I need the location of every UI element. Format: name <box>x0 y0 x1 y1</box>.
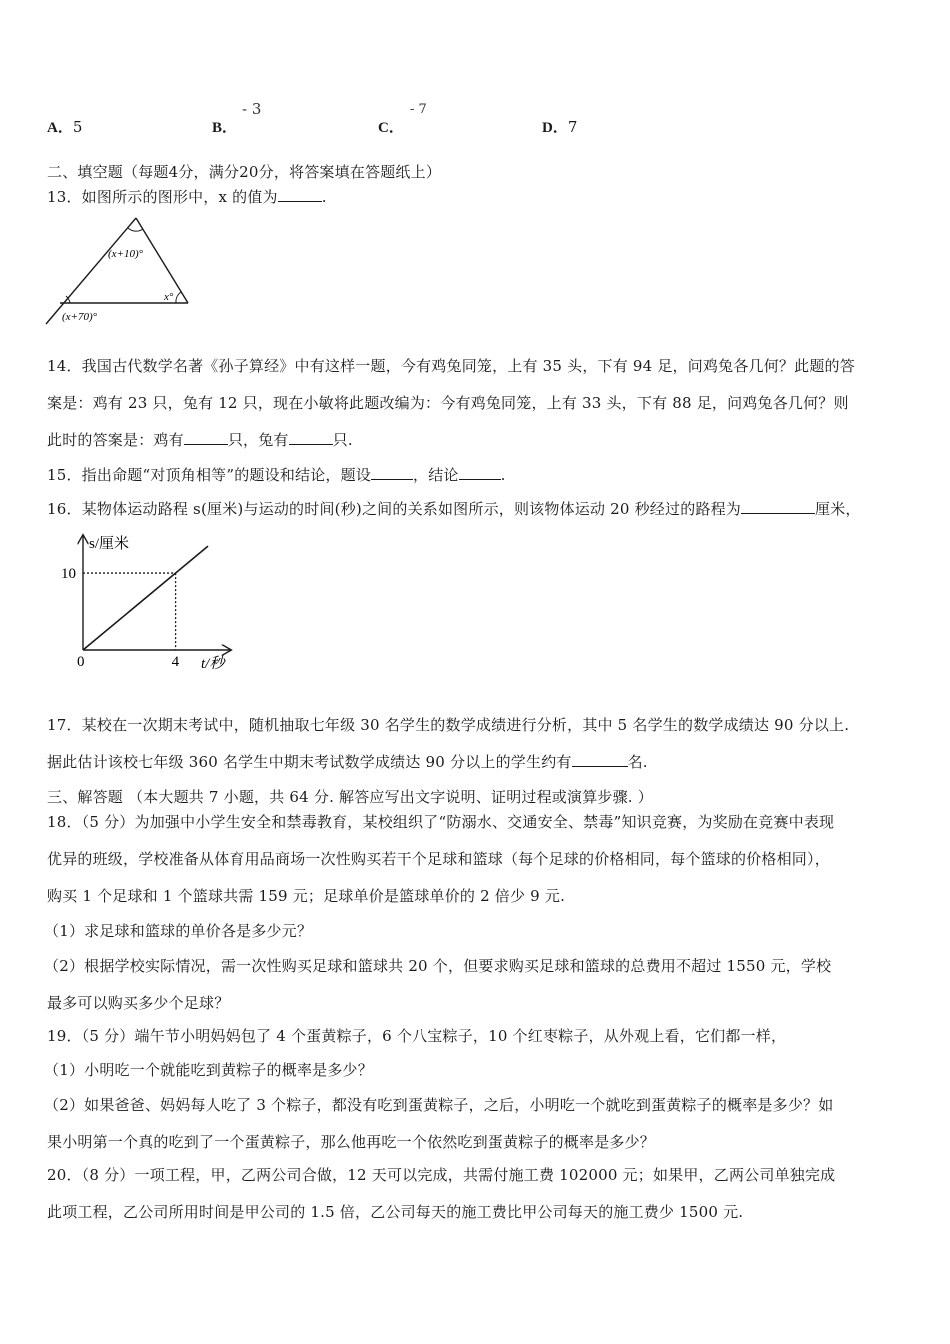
distance-time-chart <box>55 528 255 678</box>
option-d <box>542 116 577 137</box>
question-18-line2: 优异的班级，学校准备从体育用品商场一次性购买若干个足球和篮球（每个足球的价格相同，每个篮球的价格相同）， <box>47 850 830 868</box>
section-title-fill: 二、填空题（每题4分，满分20分，将答案填在答题纸上） <box>47 163 442 181</box>
answer-blank[interactable] <box>572 752 628 767</box>
angle-arc-right <box>176 292 181 303</box>
question-13 <box>47 186 327 207</box>
question-17-line1: 17．某校在一次期末考试中，随机抽取七年级 30 名学生的数学成绩进行分析，其中 5 名学生的数学成绩达 90 分以上. <box>47 716 850 734</box>
answer-blank[interactable] <box>371 465 413 480</box>
angle-arc-top <box>128 228 143 231</box>
angle-label-right: x° <box>164 291 174 303</box>
option-c-value: - 7 <box>410 102 427 117</box>
question-18-line1: 18．（5 分）为加强中小学生安全和禁毒教育，某校组织了“防溺水、交通安全、禁毒”知识竞赛，为奖励在竞赛中表现 <box>47 813 835 831</box>
answer-blank[interactable] <box>289 430 333 445</box>
series-line <box>83 546 208 650</box>
question-19-sub1: （1）小明吃一个就能吃到黄粽子的概率是多少？ <box>44 1061 373 1079</box>
option-a <box>47 116 82 137</box>
question-14-line2: 案是：鸡有 23 只，兔有 12 只，现在小敏将此题改编为：今有鸡兔同笼，上有 33 头，下有 88 足，问鸡兔各几何？则 <box>47 394 849 412</box>
question-19-line1: 19．（5 分）端午节小明妈妈包了 4 个蛋黄粽子，6 个八宝粽子，10 个红枣粽子，从外观上看，它们都一样， <box>47 1027 787 1045</box>
option-value: 7 <box>567 118 578 136</box>
text-segment: 此时的答案是：鸡有 <box>47 431 184 449</box>
x-axis-label: t/秒 <box>201 656 225 672</box>
question-14-line1: 14．我国古代数学名著《孙子算经》中有这样一题，今有鸡兔同笼，上有 35 头，下有 94 足，问鸡兔各几何？此题的答 <box>47 357 855 375</box>
option-b-value: - 3 <box>242 100 262 118</box>
text-segment: . <box>500 466 506 484</box>
question-18-sub1: （1）求足球和篮球的单价各是多少元？ <box>44 922 313 940</box>
option-label: C． <box>378 120 404 136</box>
y-tick-label-10: 10 <box>61 566 76 583</box>
section-title-solve: 三、解答题 （本大题共 7 小题，共 64 分. 解答应写出文字说明、证明过程或演算步骤. ） <box>47 788 653 806</box>
angle-label-top: (x+10)° <box>108 248 144 260</box>
question-17-line2 <box>47 751 648 772</box>
question-18-sub2-line1: （2）根据学校实际情况，需一次性购买足球和篮球共 20 个，但要求购买足球和篮球的总费用不超过 1550 元，学校 <box>44 957 832 975</box>
answer-blank[interactable] <box>184 430 228 445</box>
question-text: 16．某物体运动路程 s(厘米)与运动的时间(秒)之间的关系如图所示，则该物体运动 20 秒经过的路程为 <box>47 500 741 518</box>
angle-label-bottom: (x+70)° <box>62 311 98 323</box>
triangle-side-left <box>46 218 136 324</box>
answer-blank[interactable] <box>459 465 501 480</box>
question-text: 13．如图所示的图形中，x 的值为 <box>47 188 278 206</box>
text-segment: 据此估计该校七年级 360 名学生中期末考试数学成绩达 90 分以上的学生约有 <box>47 753 572 771</box>
option-value: 5 <box>72 118 83 136</box>
y-axis-label: s/厘米 <box>89 536 130 552</box>
option-label: A． <box>47 120 73 136</box>
option-b <box>212 116 237 137</box>
question-end: . <box>321 188 327 206</box>
question-19-sub2-line2: 果小明第一个真的吃到了一个蛋黄粽子，那么他再吃一个依然吃到蛋黄粽子的概率是多少？ <box>47 1133 656 1151</box>
question-20-line2: 此项工程，乙公司所用时间是甲公司的 1.5 倍，乙公司每天的施工费比甲公司每天的施工费少 1500 元. <box>47 1203 744 1221</box>
text-segment: 只，兔有 <box>227 431 289 449</box>
question-16 <box>47 498 861 519</box>
question-18-line3: 购买 1 个足球和 1 个篮球共需 159 元；足球单价是篮球单价的 2 倍少 9 元. <box>47 887 566 905</box>
question-end: 厘米， <box>815 500 861 518</box>
text-segment: 只. <box>332 431 353 449</box>
question-20-line1: 20．（8 分）一项工程，甲，乙两公司合做，12 天可以完成，共需付施工费 102000 元；如果甲，乙两公司单独完成 <box>47 1166 836 1184</box>
option-label: D． <box>542 120 568 136</box>
triangle-side-right <box>136 218 188 303</box>
x-tick-label-0: 0 <box>77 654 85 670</box>
question-19-sub2-line1: （2）如果爸爸、妈妈每人吃了 3 个粽子，都没有吃到蛋黄粽子，之后，小明吃一个就吃到蛋黄粽子的概率是多少？如 <box>44 1096 834 1114</box>
x-tick-label-4: 4 <box>171 654 180 670</box>
answer-blank[interactable] <box>741 499 815 514</box>
question-18-sub2-line2: 最多可以购买多少个足球？ <box>47 994 230 1012</box>
question-15 <box>47 464 506 485</box>
option-c <box>378 116 404 137</box>
text-segment: 15．指出命题“对顶角相等”的题设和结论，题设 <box>47 466 372 484</box>
text-segment: ，结论 <box>413 466 459 484</box>
triangle-figure <box>40 212 200 330</box>
question-14-line3 <box>47 429 353 450</box>
option-label: B． <box>212 120 238 136</box>
text-segment: 名. <box>627 753 648 771</box>
answer-blank[interactable] <box>278 187 322 202</box>
